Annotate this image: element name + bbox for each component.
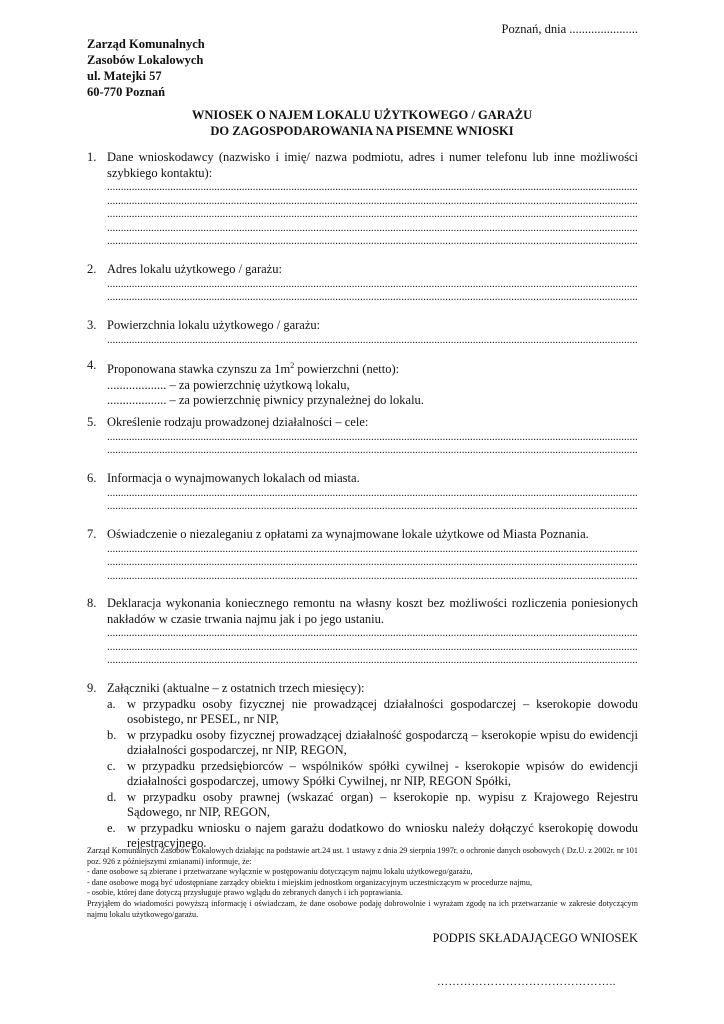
notice-line: Zarząd Komunalnych Zasobów Lokalowych działając na podstawie art.24 ust. 1 ustawy z dnia 29 sierpnia 1997r. o ochronie danych osobowych ( Dz.U. z 2002r. nr 101 poz. 926 z późniejszymi zmianami) informuje, że: bbox=[87, 846, 638, 866]
section-renovation-declaration bbox=[87, 596, 638, 668]
form-title bbox=[0, 107, 724, 139]
section-text: Informacja o wynajmowanych lokalach od miasta. bbox=[107, 471, 360, 485]
attachment-item bbox=[107, 728, 638, 759]
attachment-item bbox=[107, 790, 638, 821]
item-text: w przypadku przedsiębiorców – wspólników spółki cywilnej - kserokopie wpisów do ewidencji działalności gospodarczej, umowy Spółki Cywilnej, nr NIP, REGON Spółki, bbox=[127, 758, 638, 788]
address-line: ul. Matejki 57 bbox=[87, 69, 162, 83]
superscript-two: 2 bbox=[290, 361, 295, 370]
section-rented-premises bbox=[87, 471, 638, 514]
data-protection-notice bbox=[87, 846, 638, 920]
rent-text-before: Proponowana stawka czynszu za 1m bbox=[107, 362, 291, 377]
fill-line[interactable] bbox=[107, 181, 638, 195]
fill-line[interactable] bbox=[107, 627, 638, 641]
section-text: Określenie rodzaju prowadzonej działalności – cele: bbox=[107, 415, 369, 429]
fill-line[interactable] bbox=[107, 431, 638, 445]
section-number: 9. bbox=[87, 681, 97, 695]
fill-line[interactable] bbox=[107, 278, 638, 292]
fill-line[interactable] bbox=[107, 444, 638, 458]
attachment-item bbox=[107, 759, 638, 790]
fill-line[interactable] bbox=[107, 195, 638, 209]
recipient-address bbox=[87, 36, 205, 100]
section-text: Oświadczenie o niezaleganiu z opłatami za wynajmowane lokale użytkowe od Miasta Poznania. bbox=[107, 527, 589, 541]
section-text: Powierzchnia lokalu użytkowego / garażu: bbox=[107, 318, 321, 332]
address-line: Zarząd Komunalnych bbox=[87, 37, 205, 51]
notice-line: Przyjąłem do wiadomości powyższą informację i oświadczam, że dane osobowe podaję dobrowolnie i wyrażam zgodę na ich przetwarzanie w zakresie dotyczącym najmu lokalu użytkowego/garażu. bbox=[87, 898, 638, 919]
notice-line: - osobie, której dane dotyczą przysługuje prawo wglądu do zebranych danych i ich poprawiania. bbox=[87, 888, 403, 898]
section-number: 3. bbox=[87, 318, 97, 332]
item-text: w przypadku osoby prawnej (wskazać organ) – kserokopie np. wypisu z Krajowego Rejestru Sądowego, nr NIP, REGON, bbox=[127, 789, 638, 819]
item-text: w przypadku wniosku o najem garażu dodatkowo do wniosku należy dołączyć kserokopię dowodu rejestracyjnego. bbox=[127, 820, 638, 850]
fill-line[interactable] bbox=[107, 487, 638, 501]
section-number: 6. bbox=[87, 471, 97, 485]
signature-label: PODPIS SKŁADAJĄCEGO WNIOSEK bbox=[432, 931, 638, 945]
rent-usable-area-line[interactable]: ................... – za powierzchnię użytkową lokalu, bbox=[107, 377, 350, 392]
fill-line[interactable] bbox=[107, 500, 638, 514]
rent-basement-line[interactable]: ................... – za powierzchnię piwnicy przynależnej do lokalu. bbox=[107, 393, 424, 408]
item-letter: e. bbox=[107, 820, 116, 835]
notice-line: - dane osobowe są zbierane i przetwarzane wyłącznie w postępowaniu dotyczącym najmu lokalu użytkowego/garażu, bbox=[87, 867, 473, 877]
section-applicant-data bbox=[87, 150, 638, 249]
fill-line[interactable] bbox=[107, 543, 638, 557]
date-line: Poznań, dnia ...................... bbox=[501, 22, 638, 36]
fill-line[interactable] bbox=[107, 334, 638, 348]
fill-line[interactable] bbox=[107, 291, 638, 305]
section-no-arrears-declaration bbox=[87, 527, 638, 583]
item-text: w przypadku osoby fizycznej prowadzącej działalność gospodarczą – kserokopie wpisu do ewidencji działalności gospodarczej, nr NIP, REGON, bbox=[127, 727, 638, 757]
section-text: Adres lokalu użytkowego / garażu: bbox=[107, 262, 282, 276]
section-text: Załączniki (aktualne – z ostatnich trzech miesięcy): bbox=[107, 681, 365, 695]
title-line: DO ZAGOSPODAROWANIA NA PISEMNE WNIOSKI bbox=[210, 124, 514, 138]
section-business-type bbox=[87, 415, 638, 458]
section-number: 1. bbox=[87, 150, 97, 164]
fill-line[interactable] bbox=[107, 570, 638, 584]
fill-line[interactable] bbox=[107, 654, 638, 668]
section-number: 8. bbox=[87, 596, 97, 610]
section-attachments bbox=[87, 681, 638, 852]
section-premises-area bbox=[87, 318, 638, 347]
attachment-item bbox=[107, 697, 638, 728]
signature-line[interactable]: ……………………………………….. bbox=[437, 976, 616, 988]
section-proposed-rent bbox=[87, 358, 638, 409]
section-text: Dane wnioskodawcy (nazwisko i imię/ nazwa podmiotu, adres i numer telefonu lub inne możliwości szybkiego kontaktu): bbox=[107, 150, 638, 180]
fill-line[interactable] bbox=[107, 641, 638, 655]
title-line: WNIOSEK O NAJEM LOKALU UŻYTKOWEGO / GARAŻU bbox=[191, 108, 533, 122]
address-line: 60-770 Poznań bbox=[87, 85, 166, 99]
item-letter: b. bbox=[107, 727, 117, 742]
fill-line[interactable] bbox=[107, 208, 638, 222]
rent-text-after: powierzchni (netto): bbox=[294, 362, 400, 377]
section-text bbox=[107, 358, 638, 378]
item-text: w przypadku osoby fizycznej nie prowadzącej działalności gospodarczej – kserokopie dowodu osobistego, nr PESEL, nr NIP, bbox=[127, 696, 638, 726]
fill-line[interactable] bbox=[107, 235, 638, 249]
item-letter: a. bbox=[107, 696, 116, 711]
fill-line[interactable] bbox=[107, 556, 638, 570]
section-premises-address bbox=[87, 262, 638, 305]
notice-line: - dane osobowe mogą być udostępniane zarządcy obiektu i miejskim jednostkom organizacyjnym uczestniczącym w procedurze najmu, bbox=[87, 877, 533, 887]
section-number: 2. bbox=[87, 262, 97, 276]
section-number: 4. bbox=[87, 358, 97, 372]
section-number: 5. bbox=[87, 415, 97, 429]
fill-line[interactable] bbox=[107, 222, 638, 236]
section-text: Deklaracja wykonania koniecznego remontu na własny koszt bez możliwości rozliczenia poniesionych nakładów w czasie trwania najmu jak i po jego ustaniu. bbox=[107, 596, 638, 626]
item-letter: d. bbox=[107, 789, 117, 804]
address-line: Zasobów Lokalowych bbox=[87, 53, 204, 67]
item-letter: c. bbox=[107, 758, 116, 773]
section-number: 7. bbox=[87, 527, 97, 541]
